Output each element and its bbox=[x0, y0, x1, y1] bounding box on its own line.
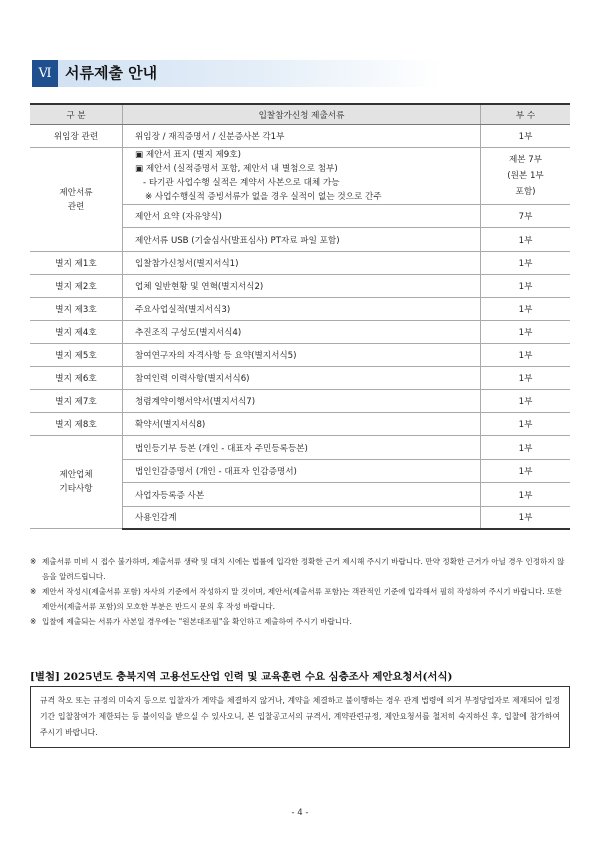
notes bbox=[30, 554, 570, 629]
row-category-company: 제안업체 기타사항 bbox=[30, 436, 123, 529]
row-category: 별지 제4호 bbox=[30, 321, 123, 344]
row-count: 1부 bbox=[481, 228, 571, 252]
row-count: 1부 bbox=[481, 275, 571, 298]
annex-title: [별첨] 2025년도 충북지역 고용선도산업 인력 및 교육훈련 수요 심층조사 제안요청서(서식) bbox=[30, 671, 453, 683]
row-document: 주요사업실적(별지서식3) bbox=[123, 298, 481, 321]
row-document: 사업자등록증 사본 bbox=[123, 483, 481, 507]
table-row bbox=[30, 413, 570, 436]
note-marker: ※ bbox=[30, 557, 37, 566]
note-marker: ※ bbox=[30, 617, 37, 626]
row-document: 청렴계약이행서약서(별지서식7) bbox=[123, 390, 481, 413]
row-document: 참여인력 이력사항(별지서식6) bbox=[123, 367, 481, 390]
row-document: 업체 일반현황 및 연혁(별지서식2) bbox=[123, 275, 481, 298]
row-category: 별지 제7호 bbox=[30, 390, 123, 413]
row-category: 별지 제5호 bbox=[30, 344, 123, 367]
row-count: 7부 bbox=[481, 205, 571, 228]
header-documents: 입찰참가신청 제출서류 bbox=[123, 104, 481, 125]
header-count: 부 수 bbox=[481, 104, 571, 125]
row-category: 별지 제2호 bbox=[30, 275, 123, 298]
note-item bbox=[30, 554, 570, 584]
row-count: 1부 bbox=[481, 298, 571, 321]
table-row bbox=[30, 252, 570, 275]
row-document: 위임장 / 재직증명서 / 신분증사본 각1부 bbox=[123, 125, 481, 148]
table-row bbox=[30, 298, 570, 321]
row-document: 입찰참가신청서(별지서식1) bbox=[123, 252, 481, 275]
row-count: 1부 bbox=[481, 344, 571, 367]
row-count: 1부 bbox=[481, 367, 571, 390]
section-title: 서류제출 안내 bbox=[65, 64, 158, 82]
row-count: 1부 bbox=[481, 125, 571, 148]
note-item bbox=[30, 614, 570, 629]
row-document: 추진조직 구성도(별지서식4) bbox=[123, 321, 481, 344]
table-row bbox=[30, 321, 570, 344]
row-document: 참여연구자의 자격사항 등 요약(별지서식5) bbox=[123, 344, 481, 367]
page-number: - 4 - bbox=[291, 808, 309, 818]
row-category: 별지 제1호 bbox=[30, 252, 123, 275]
row-category: 위임장 관련 bbox=[30, 125, 123, 148]
row-count: 1부 bbox=[481, 460, 571, 483]
table-row bbox=[30, 436, 570, 460]
table-row bbox=[30, 275, 570, 298]
row-count: 1부 bbox=[481, 507, 571, 529]
row-document: 법인인감증명서 (개인 - 대표자 인감증명서) bbox=[123, 460, 481, 483]
table-row bbox=[30, 390, 570, 413]
header-category: 구 분 bbox=[30, 104, 123, 125]
row-category-proposal: 제안서류 관련 bbox=[30, 148, 123, 252]
section-number: Ⅵ bbox=[32, 60, 58, 87]
note-text: 제안서 작성시(제출서류 포함) 자사의 기준에서 작성하지 말 것이며, 제안서(제출서류 포함)는 객관적인 기준에 입각해서 필히 작성하여 주시기 바랍니다. 또한 제안서(제출서류 포함)의 모호한 부분은 반드시 문의 후 작성 바랍니다. bbox=[42, 587, 562, 611]
row-count: 1부 bbox=[481, 483, 571, 507]
row-count: 1부 bbox=[481, 436, 571, 460]
annex-notice-box: 규격 착오 또는 규정의 미숙지 등으로 입찰자가 계약을 체결하지 않거나, 계약을 체결하고 불이행하는 경우 관계 법령에 의거 부정당업자로 제재되어 일정기간 입찰참여가 제한되는 등 불이익을 받으실 수 있사오니, 본 입찰공고서의 규격서, 계약관련규정, 제안요청서를 철저히 숙지하신 후, 입찰에 참가하여 주시기 바랍니다. bbox=[30, 686, 570, 748]
table-row bbox=[30, 125, 570, 148]
note-text: 제출서류 미비 시 접수 불가하며, 제출서류 생략 및 대치 시에는 법률에 입각한 정확한 근거 제시해 주시기 바랍니다. 만약 정확한 근거가 아닐 경우 인정하지 않음을 알려드립니다. bbox=[42, 557, 565, 581]
section-header bbox=[32, 60, 442, 87]
row-document: 제안서 요약 (자유양식) bbox=[123, 205, 481, 228]
table-row bbox=[30, 148, 570, 205]
table-row bbox=[30, 367, 570, 390]
row-category: 별지 제6호 bbox=[30, 367, 123, 390]
submission-table bbox=[30, 103, 570, 530]
row-count: 1부 bbox=[481, 252, 571, 275]
note-text: 입찰에 제출되는 서류가 사본일 경우에는 "원본대조필"을 확인하고 제출하여 주시기 바랍니다. bbox=[42, 617, 352, 626]
table-row bbox=[30, 344, 570, 367]
row-document: 법인등기부 등본 (개인 - 대표자 주민등록등본) bbox=[123, 436, 481, 460]
row-document: 제안서류 USB (기술심사(발표심사) PT자료 파일 포함) bbox=[123, 228, 481, 252]
note-item bbox=[30, 584, 570, 614]
row-category: 별지 제8호 bbox=[30, 413, 123, 436]
row-count-proposal-main: 제본 7부 (원본 1부 포함) bbox=[481, 148, 571, 205]
row-count: 1부 bbox=[481, 413, 571, 436]
row-document: 사용인감계 bbox=[123, 507, 481, 529]
row-count: 1부 bbox=[481, 321, 571, 344]
row-document-proposal-main: ▣ 제안서 표지 (별지 제9호) ▣ 제안서 (실적증명서 포함, 제안서 내 별첨으로 첨부) - 타기관 사업수행 실적은 계약서 사본으로 대체 가능 ※ 사업수행실적 증빙서류가 없을 경우 실적이 없는 것으로 간주 bbox=[123, 148, 481, 205]
table-header-row bbox=[30, 104, 570, 125]
row-document: 확약서(별지서식8) bbox=[123, 413, 481, 436]
note-marker: ※ bbox=[30, 587, 37, 596]
row-category: 별지 제3호 bbox=[30, 298, 123, 321]
row-count: 1부 bbox=[481, 390, 571, 413]
